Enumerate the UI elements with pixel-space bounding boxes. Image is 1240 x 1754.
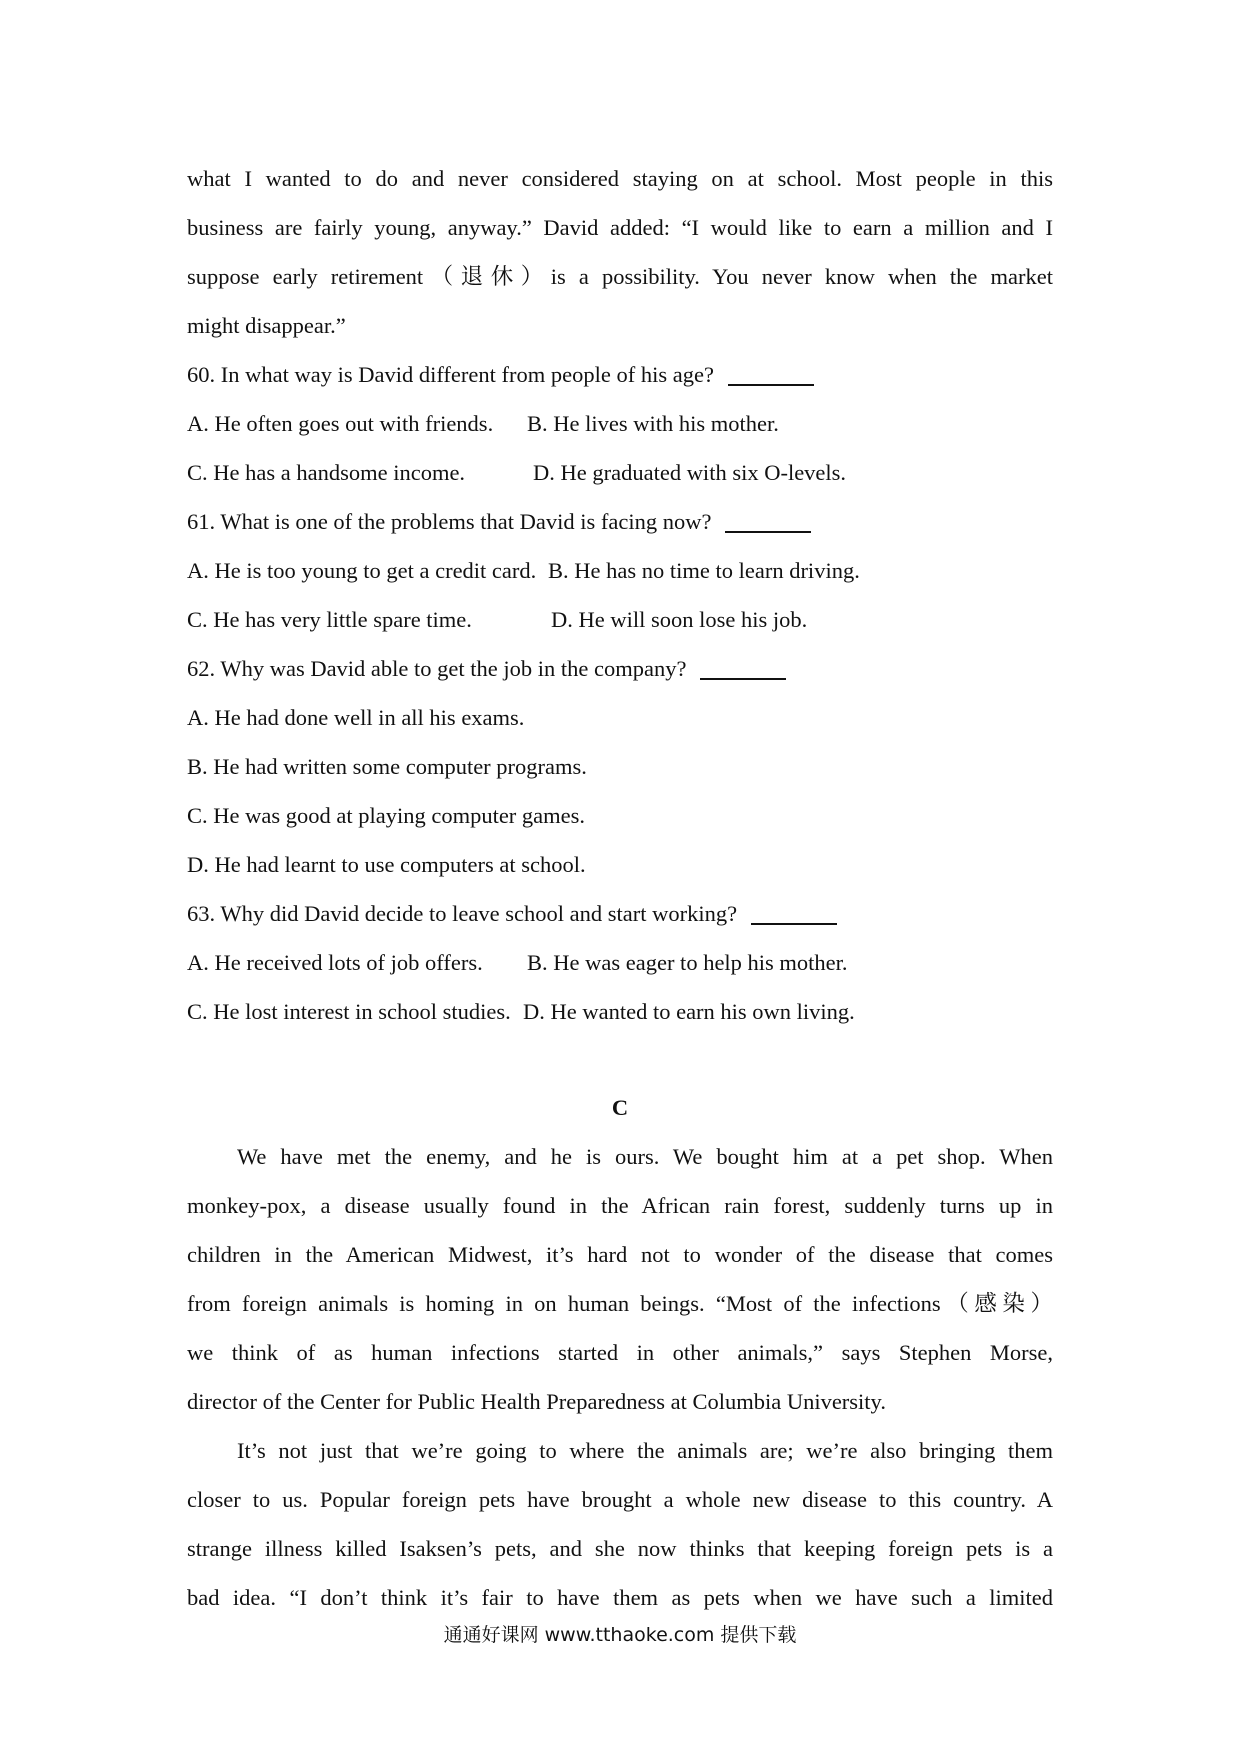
option-row [187, 595, 1053, 644]
option-row [187, 938, 1053, 987]
option-c[interactable]: C. He has very little spare time. [187, 607, 472, 632]
question-63 [187, 889, 1053, 1036]
text-line: we think of as human infections started in other animals,” says Stephen Morse, [187, 1340, 1053, 1365]
option-b[interactable]: B. He was eager to help his mother. [527, 950, 848, 975]
question-stem-text: 62. Why was David able to get the job in the company? [187, 656, 687, 681]
question-61 [187, 497, 1053, 644]
option-a[interactable]: A. He had done well in all his exams. [187, 705, 525, 730]
question-62 [187, 644, 1053, 889]
question-stem [187, 889, 1053, 938]
section-c-paragraph-2 [187, 1426, 1053, 1622]
answer-blank[interactable] [725, 531, 811, 533]
option-c[interactable]: C. He lost interest in school studies. [187, 999, 511, 1024]
question-stem [187, 350, 1053, 399]
text-line: suppose early retirement（退休）is a possibility. You never know when the market [187, 264, 1053, 289]
option-row [187, 987, 1053, 1036]
option-d[interactable]: D. He wanted to earn his own living. [523, 999, 855, 1024]
answer-blank[interactable] [700, 678, 786, 680]
option-row [187, 399, 1053, 448]
text-line: what I wanted to do and never considered staying on at school. Most people in this [187, 166, 1053, 191]
option-row [187, 448, 1053, 497]
page-content [187, 154, 1053, 1622]
option-a[interactable]: A. He often goes out with friends. [187, 411, 494, 436]
text-line: strange illness killed Isaksen’s pets, and she now thinks that keeping foreign pets is a [187, 1536, 1053, 1561]
option-b[interactable]: B. He lives with his mother. [527, 411, 779, 436]
answer-blank[interactable] [728, 384, 814, 386]
option-b[interactable]: B. He had written some computer programs. [187, 754, 587, 779]
question-stem-text: 60. In what way is David different from people of his age? [187, 362, 714, 387]
option-a[interactable]: A. He received lots of job offers. [187, 950, 483, 975]
text-line: children in the American Midwest, it’s hard not to wonder of the disease that comes [187, 1242, 1053, 1267]
passage-b-tail [187, 154, 1053, 350]
text-line: business are fairly young, anyway.” David added: “I would like to earn a million and I [187, 215, 1053, 240]
question-stem [187, 644, 1053, 693]
option-d[interactable]: D. He will soon lose his job. [551, 607, 808, 632]
option-a[interactable]: A. He is too young to get a credit card. [187, 558, 537, 583]
text-line: monkey-pox, a disease usually found in the African rain forest, suddenly turns up in [187, 1193, 1053, 1218]
question-stem-text: 61. What is one of the problems that David is facing now? [187, 509, 712, 534]
question-60 [187, 350, 1053, 497]
text-line: from foreign animals is homing in on human beings. “Most of the infections（感染） [187, 1291, 1053, 1316]
question-stem-text: 63. Why did David decide to leave school and start working? [187, 901, 738, 926]
text-line: might disappear.” [187, 313, 346, 338]
answer-blank[interactable] [751, 923, 837, 925]
text-line: We have met the enemy, and he is ours. We bought him at a pet shop. When [237, 1144, 1053, 1169]
option-b[interactable]: B. He has no time to learn driving. [548, 558, 860, 583]
option-c[interactable]: C. He has a handsome income. [187, 460, 466, 485]
text-line: director of the Center for Public Health Preparedness at Columbia University. [187, 1389, 886, 1414]
text-line: It’s not just that we’re going to where the animals are; we’re also bringing them [237, 1438, 1053, 1463]
question-stem [187, 497, 1053, 546]
text-line: bad idea. “I don’t think it’s fair to have them as pets when we have such a limited [187, 1585, 1053, 1610]
page-footer: 通通好课网 www.tthaoke.com 提供下载 [443, 1624, 797, 1646]
section-heading: C [611, 1095, 629, 1120]
option-d[interactable]: D. He graduated with six O-levels. [533, 460, 847, 485]
option-row [187, 546, 1053, 595]
text-line: closer to us. Popular foreign pets have brought a whole new disease to this country. A [187, 1487, 1053, 1512]
section-c-paragraph-1 [187, 1132, 1053, 1426]
option-d[interactable]: D. He had learnt to use computers at school. [187, 852, 586, 877]
option-c[interactable]: C. He was good at playing computer games. [187, 803, 586, 828]
